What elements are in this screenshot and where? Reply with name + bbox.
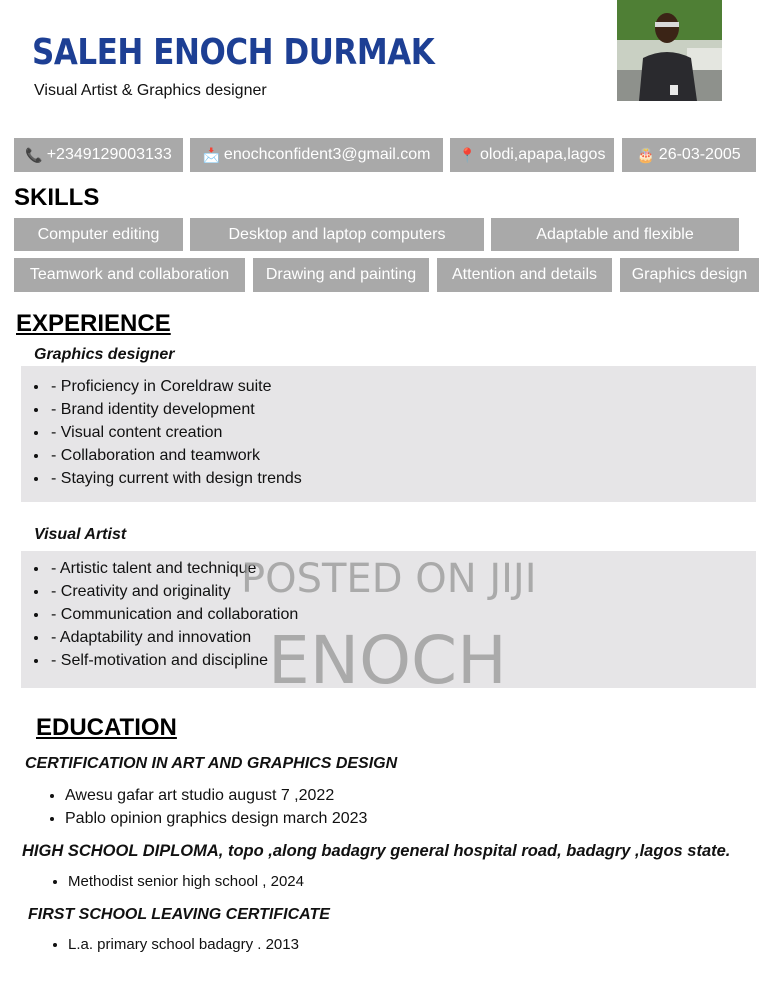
- education-list: [50, 870, 304, 893]
- education-title: CERTIFICATION IN ART AND GRAPHICS DESIGN: [25, 755, 398, 772]
- education-list: [50, 933, 299, 956]
- education-heading: EDUCATION: [36, 714, 177, 741]
- education-title: FIRST SCHOOL LEAVING CERTIFICATE: [28, 906, 330, 923]
- education-list: [47, 784, 367, 830]
- list-item: • - Adaptability and innovation: [49, 626, 756, 649]
- job-title: Graphics designer: [34, 346, 175, 363]
- email-text: enochconfident3@gmail.com: [223, 146, 431, 163]
- skill-chip: Drawing and painting: [253, 258, 429, 292]
- phone-text: +2349129003133: [46, 146, 172, 163]
- list-item: • - Creativity and originality: [49, 580, 756, 603]
- skill-chip: Adaptable and flexible: [491, 218, 739, 251]
- list-item: • - Visual content creation: [49, 421, 756, 444]
- cake-icon: 🎂: [637, 146, 655, 163]
- list-item: • Awesu gafar art studio august 7 ,2022: [65, 784, 367, 807]
- list-item: • - Collaboration and teamwork: [49, 444, 756, 467]
- phone-chip[interactable]: [14, 138, 183, 172]
- education-title: HIGH SCHOOL DIPLOMA, topo ,along badagry general hospital road, badagry ,lagos state.: [22, 842, 731, 860]
- experience-heading: EXPERIENCE: [16, 310, 171, 337]
- list-item: • - Staying current with design trends: [49, 467, 756, 490]
- skill-chip: Attention and details: [437, 258, 612, 292]
- envelope-icon: 📩: [202, 146, 220, 163]
- skill-chip: Graphics design: [620, 258, 759, 292]
- list-item: • Pablo opinion graphics design march 2023: [65, 807, 367, 830]
- skills-heading: SKILLS: [14, 184, 100, 211]
- skill-chip: Computer editing: [14, 218, 183, 251]
- list-item: • - Brand identity development: [49, 398, 756, 421]
- skill-chip: Desktop and laptop computers: [190, 218, 484, 251]
- pin-icon: 📍: [458, 146, 476, 163]
- skill-chip: Teamwork and collaboration: [14, 258, 245, 292]
- dob-chip[interactable]: [622, 138, 756, 172]
- job-details-box: [21, 551, 756, 688]
- list-item: • - Communication and collaboration: [49, 603, 756, 626]
- dob-text: 26-03-2005: [658, 146, 741, 163]
- list-item: • - Proficiency in Coreldraw suite: [49, 375, 756, 398]
- job-details-box: [21, 366, 756, 502]
- list-item: • - Artistic talent and technique: [49, 557, 756, 580]
- profile-photo: [617, 0, 722, 101]
- phone-icon: 📞: [25, 146, 43, 163]
- location-chip[interactable]: [450, 138, 614, 172]
- list-item: • Methodist senior high school , 2024: [68, 870, 304, 893]
- watermark-posted: POSTED ON JIJI: [241, 556, 537, 602]
- candidate-name: SALEH ENOCH DURMAK: [32, 32, 435, 73]
- candidate-subtitle: Visual Artist & Graphics designer: [34, 82, 267, 99]
- list-item: • L.a. primary school badagry . 2013: [68, 933, 299, 956]
- list-item: • - Self-motivation and discipline: [49, 649, 756, 672]
- location-text: olodi,apapa,lagos: [480, 146, 606, 163]
- email-chip[interactable]: [190, 138, 443, 172]
- job-title: Visual Artist: [34, 526, 127, 543]
- watermark-name: ENOCH: [268, 622, 507, 699]
